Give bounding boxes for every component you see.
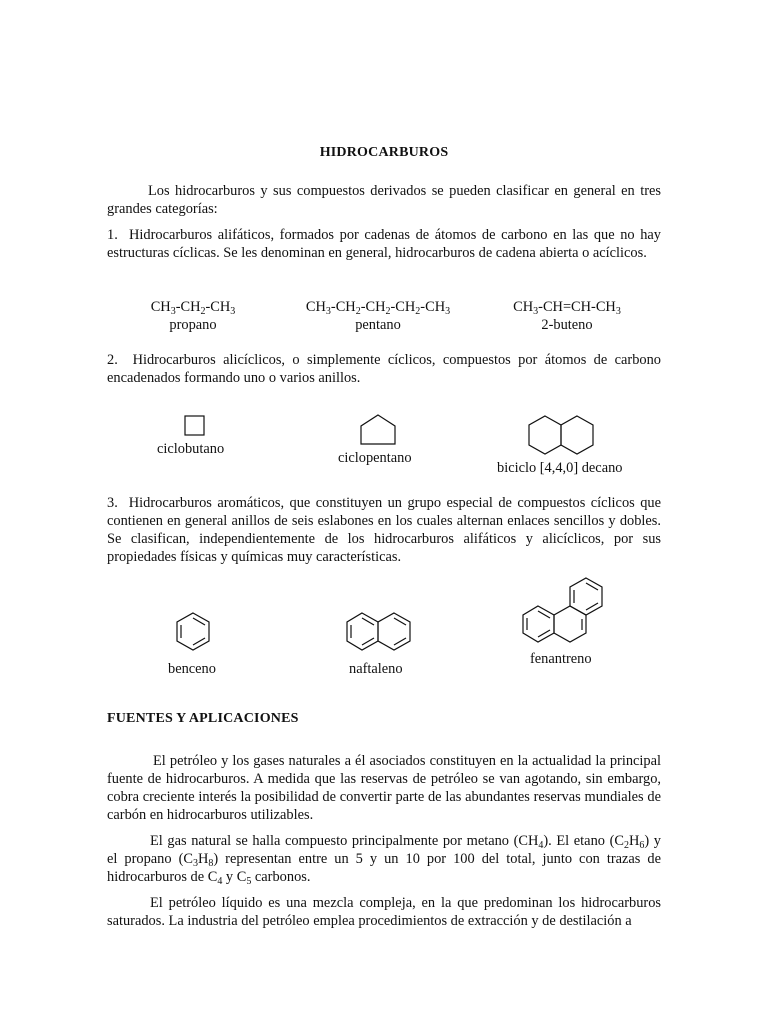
category-3-paragraph (107, 494, 661, 566)
formula-segment: -CH (420, 299, 446, 315)
formula-subscript: 2 (355, 306, 361, 317)
formula-subscript: 3 (615, 306, 621, 317)
formula-segment: -CH (330, 299, 356, 315)
name-2-buteno: 2-buteno (541, 317, 593, 333)
formula-propano (130, 298, 256, 316)
para2-text-5: H (197, 851, 209, 867)
para2-text-7: y C (222, 869, 247, 885)
formula-segment: -CH (175, 299, 201, 315)
benceno-structure (176, 612, 212, 652)
sub-ch4: 4 (538, 840, 544, 851)
name-propano: propano (169, 317, 217, 333)
sub-c5: 5 (246, 876, 252, 887)
fenantreno-structure (522, 577, 606, 643)
ciclobutano-structure (184, 415, 206, 437)
category-2-number: 2. (107, 352, 118, 368)
naftaleno-structure (346, 612, 412, 652)
para2-text-6: ) representan entre un 5 y un 10 por 100 del total, junto con trazas de hidrocarburos de C (107, 851, 661, 885)
label-fenantreno: fenantreno (530, 651, 592, 667)
formula-segment: -CH=CH-CH (538, 299, 616, 315)
name-pentano: pentano (355, 317, 401, 333)
sub-c3: 3 (192, 858, 198, 869)
para2-text-4: ) y el propano (C (107, 833, 661, 867)
paragraph-petroleo-gases: El petróleo y los gases naturales a él asociados constituyen en la actualidad la principal fuente de hidrocarburos. A medida que las reservas de petróleo se van agotando, sin embargo, cobra creciente interés la posibilidad de convertir parte de las abundantes reservas mundiales de carbón en hidrocarburos utilizables. (107, 753, 661, 823)
formula-subscript: 3 (170, 306, 176, 317)
formula-segment: CH (150, 299, 171, 315)
category-1-text: Hidrocarburos alifáticos, formados por cadenas de átomos de carbono en las que no hay estructuras cíclicas. Se les denominan en general, hidrocarburos de cadena abierta o acíclicos. (107, 227, 661, 261)
sub-c2: 2 (623, 840, 629, 851)
category-2-text: Hidrocarburos alicíclicos, o simplemente cíclicos, compuestos por átomos de carbono encadenados formando uno o varios anillos. (107, 352, 662, 386)
section-title-fuentes: FUENTES Y APLICACIONES (107, 711, 299, 726)
formula-2-buteno (495, 298, 639, 316)
formula-subscript: 2 (415, 306, 421, 317)
formula-subscript: 3 (230, 306, 236, 317)
formula-segment: CH (305, 299, 326, 315)
para2-text-2: ). El etano (C (543, 833, 624, 849)
sub-h8: 8 (208, 858, 214, 869)
formula-subscript: 2 (385, 306, 391, 317)
paragraph-petroleo-liquido: El petróleo líquido es una mezcla compleja, en la que predominan los hidrocarburos saturados. La industria del petróleo emplea procedimientos de extracción y de destilación a (107, 895, 661, 929)
formula-subscript: 3 (445, 306, 451, 317)
formula-segment: -CH (205, 299, 231, 315)
label-biciclo-decano: biciclo [4,4,0] decano (497, 460, 623, 476)
page-title: HIDROCARBUROS (319, 145, 449, 160)
paragraph-gas-natural (107, 832, 661, 886)
para2-text-8: carbonos. (251, 869, 311, 885)
label-naftaleno: naftaleno (349, 661, 403, 677)
formula-subscript: 3 (533, 306, 539, 317)
category-3-text: Hidrocarburos aromáticos, que constituyen un grupo especial de compuestos cíclicos que contienen en general anillos de seis eslabones en los cuales alternan enlaces sencillos y dobles. Se clasifican, independientemente de los hidrocarburos alifáticos y alicíclicos, por sus propiedades físicas y químicas muy características. (107, 495, 661, 565)
ciclopentano-structure (360, 414, 398, 446)
formula-segment: -CH (360, 299, 386, 315)
label-ciclopentano: ciclopentano (338, 450, 412, 466)
category-1-number: 1. (107, 227, 118, 243)
formula-segment: -CH (390, 299, 416, 315)
para2-text-3: H (628, 833, 640, 849)
formula-subscript: 2 (200, 306, 206, 317)
label-benceno: benceno (168, 661, 216, 677)
formula-segment: CH (513, 299, 534, 315)
formula-subscript: 3 (325, 306, 331, 317)
sub-c4: 4 (217, 876, 223, 887)
formula-pentano (290, 298, 466, 316)
intro-paragraph: Los hidrocarburos y sus compuestos derivados se pueden clasificar en general en tres grandes categorías: (107, 183, 661, 217)
para2-text-1: El gas natural se halla compuesto principalmente por metano (CH (150, 833, 539, 849)
category-3-number: 3. (107, 495, 118, 511)
category-2-paragraph (107, 351, 661, 387)
sub-h6: 6 (639, 840, 645, 851)
category-1-paragraph (107, 226, 661, 262)
label-ciclobutano: ciclobutano (157, 441, 225, 457)
biciclo-decano-structure (528, 414, 598, 456)
